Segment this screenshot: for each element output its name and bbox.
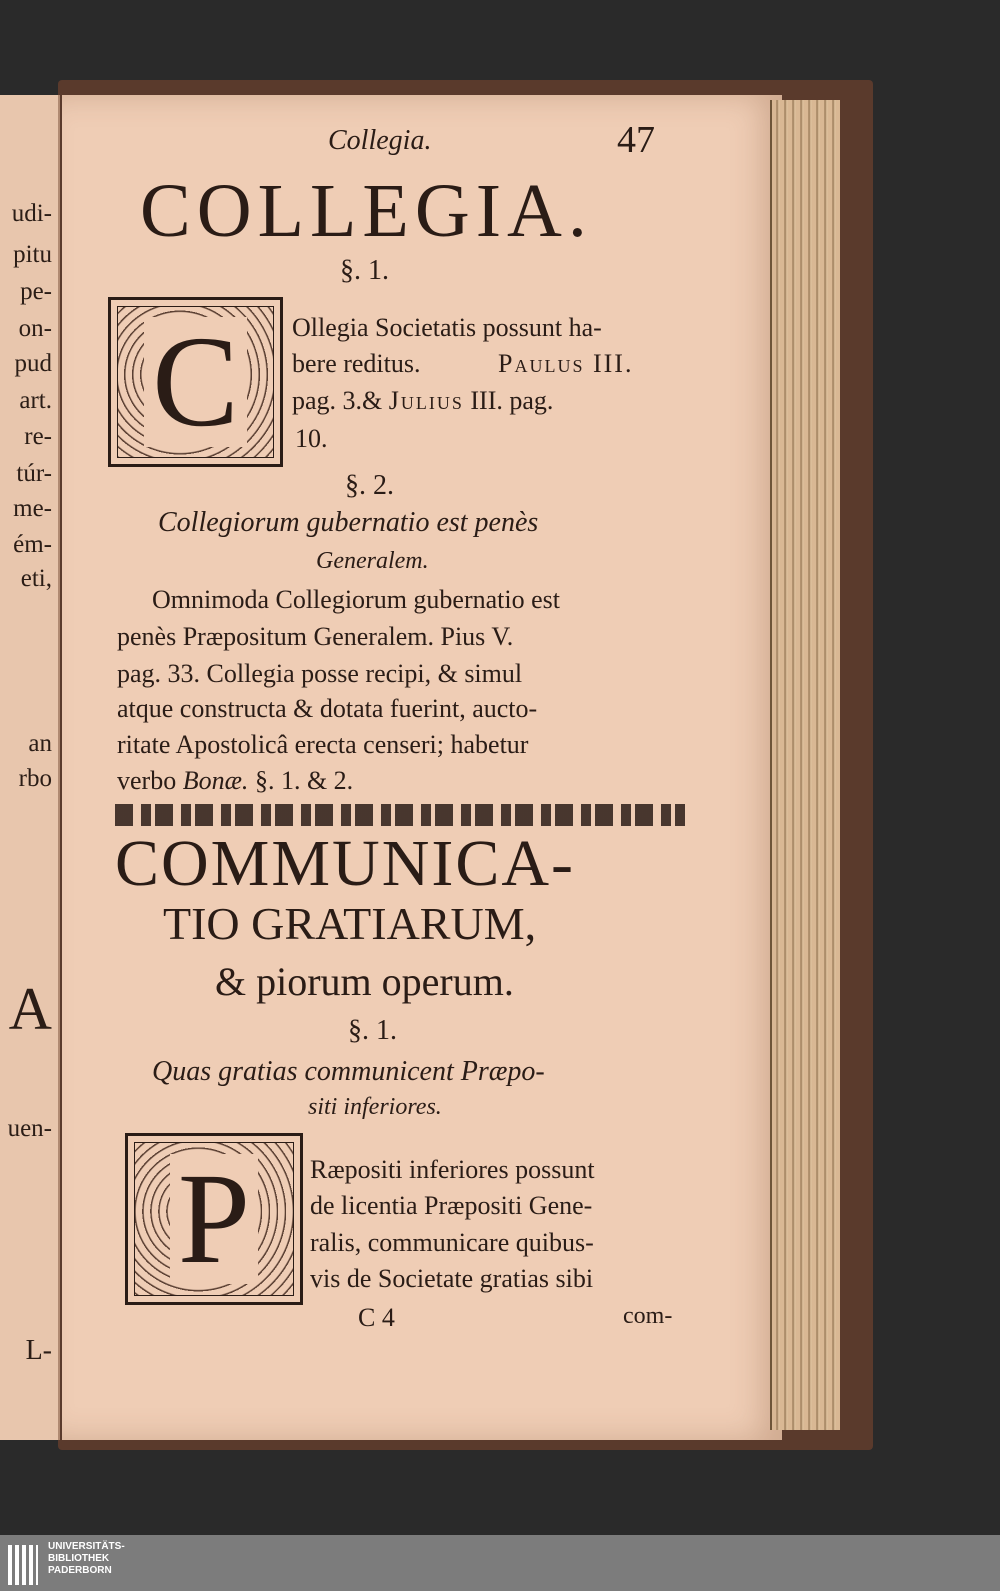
decorated-initial-p [125, 1133, 303, 1305]
text-line: 10. [295, 424, 328, 453]
decorated-initial-c [108, 297, 283, 467]
text-line: pag. 3.& Julius III. pag. [292, 386, 554, 415]
library-footer [0, 1535, 1000, 1591]
text-line: Omnimoda Collegiorum gubernatio est [152, 585, 560, 614]
ornament-band [115, 804, 685, 826]
left-line: me- [13, 495, 52, 522]
section-heading: Generalem. [316, 548, 429, 574]
section-heading: Quas gratias communicent Præpo- [152, 1056, 545, 1087]
page-edges [770, 100, 840, 1430]
section-mark: §. 1. [348, 1015, 397, 1046]
logo-line: UNIVERSITÄTS- [48, 1541, 125, 1552]
left-line: on- [18, 315, 52, 342]
logo-line: PADERBORN [48, 1565, 112, 1576]
initial-letter: P [170, 1154, 258, 1284]
left-line: pitu [13, 241, 52, 268]
left-line: uen- [7, 1115, 52, 1142]
section-mark: §. 2. [345, 470, 394, 501]
page-number: 47 [617, 119, 655, 161]
left-line: eti, [20, 565, 52, 592]
left-line: udi- [11, 200, 52, 227]
running-head: Collegia. [328, 125, 432, 156]
section-mark: §. 1. [340, 255, 389, 286]
left-line: an [28, 730, 52, 757]
page-title: COMMUNICA- [115, 827, 576, 900]
text-line: ralis, communicare quibus- [310, 1228, 594, 1257]
text-line: ritate Apostolicâ erecta censeri; habetur [117, 730, 529, 759]
text-line: pag. 33. Collegia posse recipi, & simul [117, 659, 523, 688]
text-line: vis de Societate gratias sibi [310, 1264, 594, 1293]
text-line: atque constructa & dotata fuerint, aucto- [117, 694, 538, 723]
initial-letter: C [144, 317, 247, 447]
logo-line: BIBLIOTHEK [48, 1553, 110, 1564]
text-line: bere reditus. [292, 349, 421, 378]
left-line: re- [24, 423, 52, 450]
library-logo-icon [8, 1545, 38, 1585]
left-line: rbo [18, 765, 52, 792]
text-line: Ræpositi inferiores possunt [310, 1155, 595, 1184]
left-line: art. [19, 387, 52, 414]
signature-mark: C 4 [358, 1303, 395, 1332]
left-line: L- [25, 1335, 52, 1366]
section-heading: siti inferiores. [308, 1094, 442, 1120]
left-line: túr- [16, 460, 52, 487]
left-page-fragment [0, 95, 60, 1440]
text-line: de licentia Præpositi Gene- [310, 1191, 593, 1220]
section-heading: Collegiorum gubernatio est penès [158, 507, 539, 538]
left-line: pe- [20, 278, 52, 305]
library-logo-text [48, 1541, 125, 1577]
left-line: A [8, 976, 52, 1042]
catchword: com- [623, 1303, 673, 1329]
text-line: Ollegia Societatis possunt ha- [292, 313, 602, 342]
page-title: COLLEGIA. [140, 169, 593, 253]
text-line: verbo Bonæ. §. 1. & 2. [117, 766, 354, 795]
page-title: & piorum operum. [215, 959, 514, 1004]
text-line: Paulus III. [498, 349, 634, 378]
left-line: pud [14, 350, 52, 377]
text-line: penès Præpositum Generalem. Pius V. [117, 622, 514, 651]
page-title: TIO GRATIARUM, [163, 898, 537, 949]
left-line: ém- [13, 531, 52, 558]
